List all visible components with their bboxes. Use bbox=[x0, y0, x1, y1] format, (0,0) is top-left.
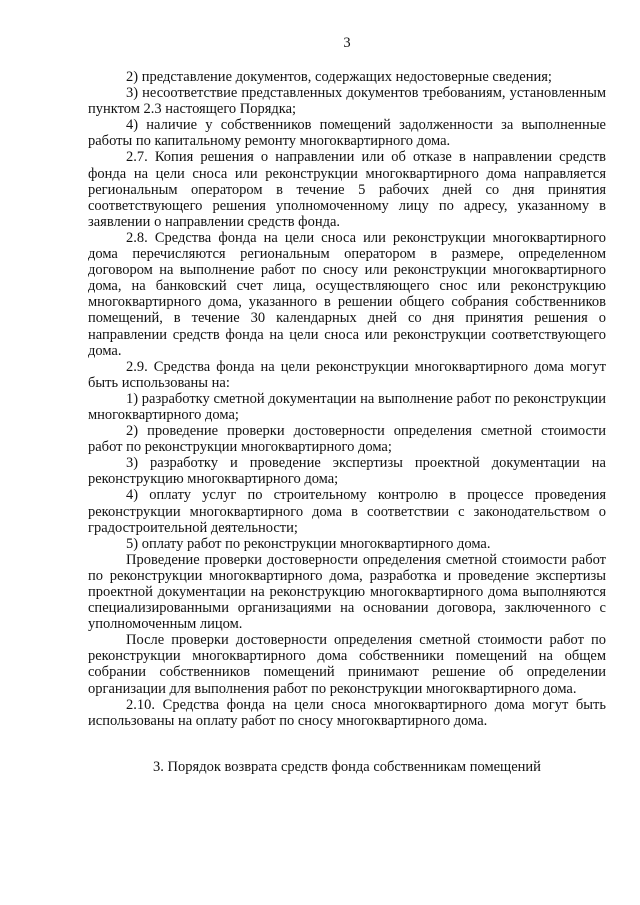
paragraph-item-4: 4) наличие у собственников помещений задолженности за выполненные работы по капитальному ремонту многоквартирного дома. bbox=[88, 117, 606, 150]
list-item-3: 3) разработку и проведение экспертизы проектной документации на реконструкцию многоквартирного дома; bbox=[88, 455, 606, 488]
paragraph-after-check: После проверки достоверности определения сметной стоимости работ по реконструкции многоквартирного дома собственники помещений на общем собрании собственников помещений принимают решение об определении организации для выполнения работ по реконструкции многоквартирного дома. bbox=[88, 632, 606, 697]
list-item-1: 1) разработку сметной документации на выполнение работ по реконструкции многоквартирного дома; bbox=[88, 390, 606, 423]
paragraph-item-3: 3) несоответствие представленных документов требованиям, установленным пунктом 2.3 настоящего Порядка; bbox=[88, 85, 606, 118]
list-item-2: 2) проведение проверки достоверности определения сметной стоимости работ по реконструкции многоквартирного дома; bbox=[88, 423, 606, 456]
list-item-4: 4) оплату услуг по строительному контролю в процессе проведения реконструкции многоквартирного дома в соответствии с законодательством о градостроительной деятельности; bbox=[88, 487, 606, 536]
page-number: 3 bbox=[343, 35, 351, 51]
paragraph-2-10: 2.10. Средства фонда на цели сноса многоквартирного дома могут быть использованы на оплату работ по сносу многоквартирного дома. bbox=[88, 696, 606, 729]
section-heading: 3. Порядок возврата средств фонда собственникам помещений bbox=[153, 758, 541, 775]
paragraph-item-2: 2) представление документов, содержащих недостоверные сведения; bbox=[126, 69, 552, 85]
paragraph-expertise: Проведение проверки достоверности определения сметной стоимости работ по реконструкции многоквартирного дома, разработка и проведение экспертизы проектной документации на реконструкцию многоквартирного дома выполняются специализированными организациями на основании договора, заключенного с уполномоченным лицом. bbox=[88, 551, 606, 633]
list-item-5: 5) оплату работ по реконструкции многоквартирного дома. bbox=[126, 535, 491, 552]
paragraph-2-8: 2.8. Средства фонда на цели сноса или реконструкции многоквартирного дома перечисляются региональным оператором в размере, определенном договором на выполнение работ по сносу или реконструкции многоквартирного дома, на банковский счет лица, осуществляющего снос или реконструкцию многоквартирного дома, указанного в решении общего собрания собственников помещений, в течение 30 календарных дней со дня принятия решения о направлении средств фонда на цели сноса или реконструкции соответствующего дома. bbox=[88, 229, 606, 359]
paragraph-2-7: 2.7. Копия решения о направлении или об отказе в направлении средств фонда на цели сноса или реконструкции многоквартирного дома направляется региональным оператором в течение 5 рабочих дней со дня принятия соответствующего решения уполномоченному лицу по адресу, указанному в заявлении о направлении средств фонда. bbox=[88, 149, 606, 230]
paragraph-2-9: 2.9. Средства фонда на цели реконструкции многоквартирного дома могут быть использованы на: bbox=[88, 358, 606, 391]
